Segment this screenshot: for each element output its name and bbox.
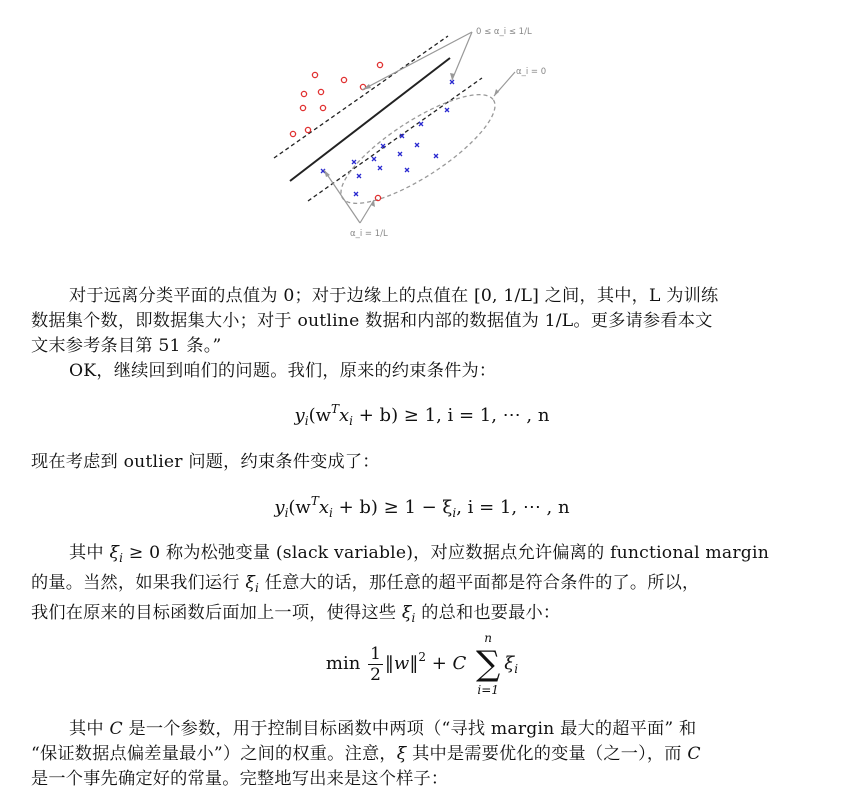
negative-class-points bbox=[321, 80, 454, 196]
para5-line1: 其中 C 是一个参数，用于控制目标函数中两项（“寻找 margin 最大的超平面” 和 bbox=[69, 719, 697, 739]
para4-line2: 的量。当然，如果我们运行 $\xi_i$ 任意大的话，那任意的超平面都是符合条件的了。所以， bbox=[31, 573, 700, 595]
fraction-one-half: $\frac{1}{2}$ bbox=[370, 643, 381, 685]
inner-points-ellipse bbox=[327, 76, 508, 221]
label-alpha-one-over-l: α_i = 1/L bbox=[350, 229, 388, 239]
upper-margin-line bbox=[274, 36, 448, 158]
para5-line3: 是一个事先确定好的常量。完整地写出来是这个样子： bbox=[31, 769, 449, 789]
hyperplane-line bbox=[290, 58, 450, 181]
equation-objective: min $\frac{1}{2}$ ‖w‖$^2$ + C n ∑ i=1 $\xi_i$ bbox=[325, 631, 519, 697]
para5-line2: “保证数据点偏差量最小”）之间的权重。注意，ξ 其中是需要优化的变量（之一），而 C bbox=[31, 744, 701, 764]
positive-class-points bbox=[290, 62, 382, 200]
equation-slack-constraint: $y_i(w^Tx_i + b) \ge 1 - \xi_i$, i = 1, ⋯ , n bbox=[274, 494, 570, 520]
para4-line1: 其中 $\xi_i \ge 0$ 称为松弛变量 (slack variable)，对应数据点允许偏离的 functional margin bbox=[69, 543, 769, 565]
equation-original-constraint: $y_i(w^Tx_i + b) \ge 1$, i = 1, ⋯ , n bbox=[294, 402, 550, 428]
para1-line2: 数据集个数，即数据集大小；对于 outline 数据和内部的数据值为 1/L。更多请参看本文 bbox=[31, 311, 713, 331]
paragraph-parameter-c bbox=[31, 717, 821, 792]
paragraph-slack-variable bbox=[31, 541, 821, 631]
paragraph-alpha-values bbox=[31, 284, 821, 359]
paragraph-outlier-constraint: 现在考虑到 outlier 问题，约束条件变成了： bbox=[31, 452, 380, 472]
paragraph-original-constraint: OK，继续回到咱们的问题。我们，原来的约束条件为： bbox=[69, 361, 497, 381]
svm-margin-figure bbox=[260, 18, 560, 253]
lower-margin-line bbox=[308, 78, 482, 201]
para1-line1: 对于远离分类平面的点值为 0；对于边缘上的点值在 [0, 1/L] 之间，其中，L 为训练 bbox=[69, 286, 719, 306]
para4-line3: 我们在原来的目标函数后面加上一项，使得这些 $\xi_i$ 的总和也要最小： bbox=[31, 603, 561, 625]
summation: n ∑ i=1 bbox=[476, 631, 501, 697]
para1-line3: 文末参考条目第 51 条。” bbox=[31, 336, 222, 356]
arrow-heads bbox=[324, 73, 499, 207]
annotation-arrows bbox=[324, 32, 515, 223]
label-alpha-between: 0 ≤ α_i ≤ 1/L bbox=[476, 27, 532, 37]
label-alpha-zero: α_i = 0 bbox=[516, 67, 547, 77]
